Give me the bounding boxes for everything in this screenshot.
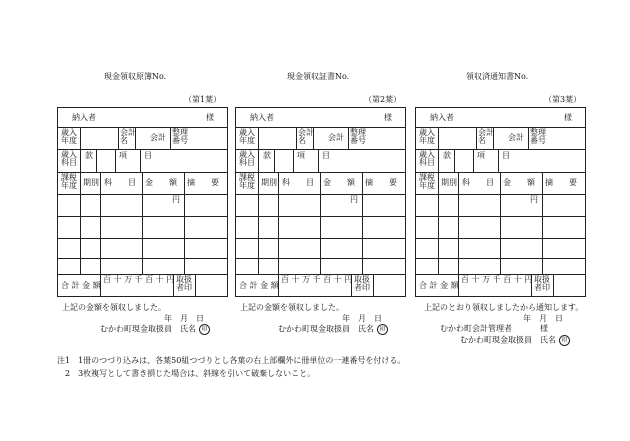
form-1-cashier: むかわ町現金取扱員 氏名 印 [100,324,210,335]
kan-label: 款 [263,151,271,160]
form-1-date: 年 月 日 [164,314,204,323]
form-2-receipt-text: 上記の金額を領収しました。 [240,303,344,312]
handler-seal-label: 取扱 者印 [534,275,550,293]
item-label: 科 目 [104,178,136,187]
handler-seal-label: 取扱 者印 [176,275,192,293]
category-label: 歳入 科目 [419,150,435,168]
form-1-copy-number: （第1葉） [184,95,222,104]
moku-label: 目 [144,151,152,160]
account-label: 会計 名 [298,128,314,146]
yen-label: 円 [350,195,358,204]
form-3-treasurer-honorific: 様 [540,324,548,333]
yen-label: 円 [530,195,538,204]
form-1-receipt-text: 上記の金額を領収しました。 [62,303,166,312]
form-3-table [415,107,586,297]
period-label: 期別 [441,178,457,187]
period-label: 期別 [83,178,99,187]
account-label: 会計 名 [478,128,494,146]
amount-label: 金 額 [503,178,535,187]
tax-year-label: 課税 年度 [239,173,255,191]
handler-seal-label: 取扱 者印 [354,275,370,293]
kan-label: 款 [85,151,93,160]
digit-labels: 百 十 万 千 百 十 円 [103,275,175,284]
ref-label: 整理 番号 [530,128,546,146]
form-1-table [57,107,228,297]
tax-year-label: 課税 年度 [61,173,77,191]
kan-label: 款 [443,151,451,160]
total-label: 合 計 金 額 [61,281,101,290]
fiscal-year-label: 歳入 年度 [61,128,77,146]
honorific: 様 [206,113,214,122]
form-3-date: 年 月 日 [523,314,563,323]
form-3-treasurer: むかわ町会計管理者 [440,324,512,333]
payer-label: 納入者 [430,113,454,122]
seal-icon: 印 [559,335,570,346]
category-label: 歳入 科目 [239,150,255,168]
form-2-date: 年 月 日 [342,314,382,323]
ref-label: 整理 番号 [350,128,366,146]
note-1: 注1 1冊のつづり込みは、各葉50組つづりとし各葉の右上部欄外に冊単位の一連番号を付ける。 [57,356,406,365]
kou-label: 項 [119,151,127,160]
kou-label: 項 [477,151,485,160]
item-label: 科 目 [282,178,314,187]
digit-labels: 百 十 万 千 百 十 円 [281,275,353,284]
item-label: 科 目 [462,178,494,187]
category-label: 歳入 科目 [61,150,77,168]
form-2-table [235,107,406,297]
ref-label: 整理 番号 [172,128,188,146]
form-2-cashier: むかわ町現金取扱員 氏名 印 [278,324,388,335]
account-label-2: 会計 [150,133,166,142]
payer-label: 納入者 [250,113,274,122]
amount-label: 金 額 [145,178,177,187]
yen-label: 円 [172,195,180,204]
note-label: 摘 要 [365,178,397,187]
honorific: 様 [564,113,572,122]
account-label-2: 会計 [328,133,344,142]
seal-icon: 印 [377,324,388,335]
payer-label: 納入者 [72,113,96,122]
form-2-title: 現金領収証書No. [287,72,350,81]
form-3-title: 領収済通知書No. [466,72,529,81]
account-label: 会計 名 [120,128,136,146]
seal-icon: 印 [199,324,210,335]
digit-labels: 百 十 万 千 百 十 円 [461,275,533,284]
total-label: 合 計 金 額 [239,281,279,290]
account-label-2: 会計 [508,133,524,142]
form-3-copy-number: （第3葉） [544,95,582,104]
form-3-receipt-text: 上記のとおり領収しましたから通知します。 [424,303,584,312]
fiscal-year-label: 歳入 年度 [239,128,255,146]
period-label: 期別 [261,178,277,187]
total-label: 合 計 金 額 [419,281,459,290]
moku-label: 目 [322,151,330,160]
note-label: 摘 要 [187,178,219,187]
fiscal-year-label: 歳入 年度 [419,128,435,146]
note-2: 2 3枚複写として書き損じた場合は、斜線を引いて破棄しないこと。 [57,369,316,378]
amount-label: 金 額 [323,178,355,187]
form-2-copy-number: （第2葉） [364,95,402,104]
form-1-title: 現金領収原簿No. [104,72,167,81]
honorific: 様 [384,113,392,122]
note-label: 摘 要 [545,178,577,187]
kou-label: 項 [297,151,305,160]
tax-year-label: 課税 年度 [419,173,435,191]
moku-label: 目 [502,151,510,160]
form-3-cashier: むかわ町現金取扱員 氏名 印 [460,335,570,346]
